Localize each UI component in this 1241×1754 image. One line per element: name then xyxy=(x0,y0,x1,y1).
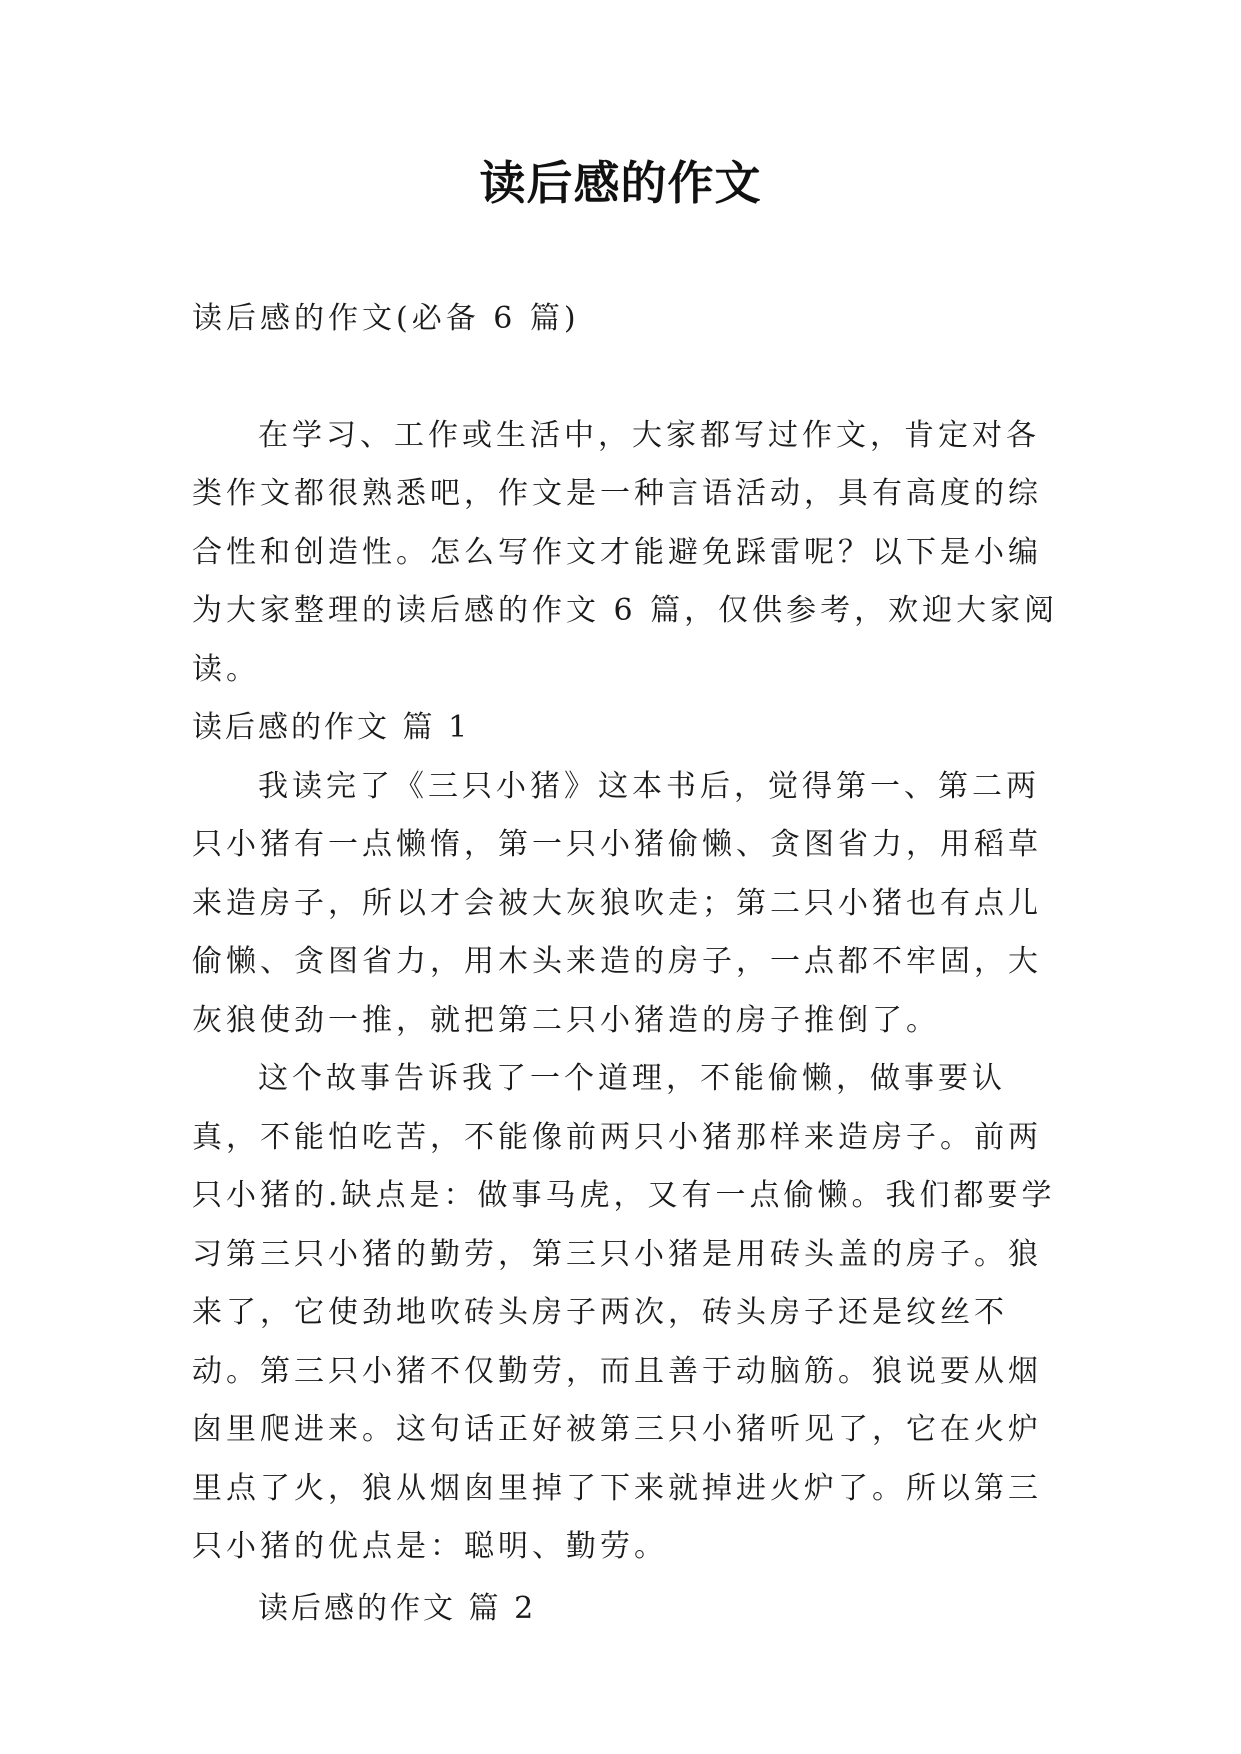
section-heading-2: 读后感的作文 篇 2 xyxy=(258,1590,537,1626)
document-title: 读后感的作文 xyxy=(479,156,762,210)
section1-paragraph-2: 这个故事告诉我了一个道理，不能偷懒，做事要认真，不能怕吃苦，不能像前两只小猪那样来造房子。前两只小猪的.缺点是：做事马虎，又有一点偷懒。我们都要学习第三只小猪的勤劳，第三只小猪是用砖头盖的房子。狼来了，它使劲地吹砖头房子两次，砖头房子还是纹丝不动。第三只小猪不仅勤劳，而且善于动脑筋。狼说要从烟囱里爬进来。这句话正好被第三只小猪听见了，它在火炉里点了火，狼从烟囱里掉了下来就掉进火炉了。所以第三只小猪的优点是：聪明、勤劳。 xyxy=(192,1061,1056,1564)
document-subtitle: 读后感的作文(必备 6 篇) xyxy=(192,301,580,336)
document-body xyxy=(192,290,1060,1638)
section1-paragraph-1: 我读完了《三只小猪》这本书后，觉得第一、第二两只小猪有一点懒惰，第一只小猪偷懒、贪图省力，用稻草来造房子，所以才会被大灰狼吹走；第二只小猪也有点儿偷懒、贪图省力，用木头来造的房子，一点都不牢固，大灰狼使劲一推，就把第二只小猪造的房子推倒了。 xyxy=(192,768,1042,1038)
intro-paragraph: 在学习、工作或生活中，大家都写过作文，肯定对各类作文都很熟悉吧，作文是一种言语活动，具有高度的综合性和创造性。怎么写作文才能避免踩雷呢？以下是小编为大家整理的读后感的作文 6 篇，仅供参考，欢迎大家阅读。 xyxy=(192,417,1059,687)
section-heading-1: 读后感的作文 篇 1 xyxy=(192,710,471,745)
